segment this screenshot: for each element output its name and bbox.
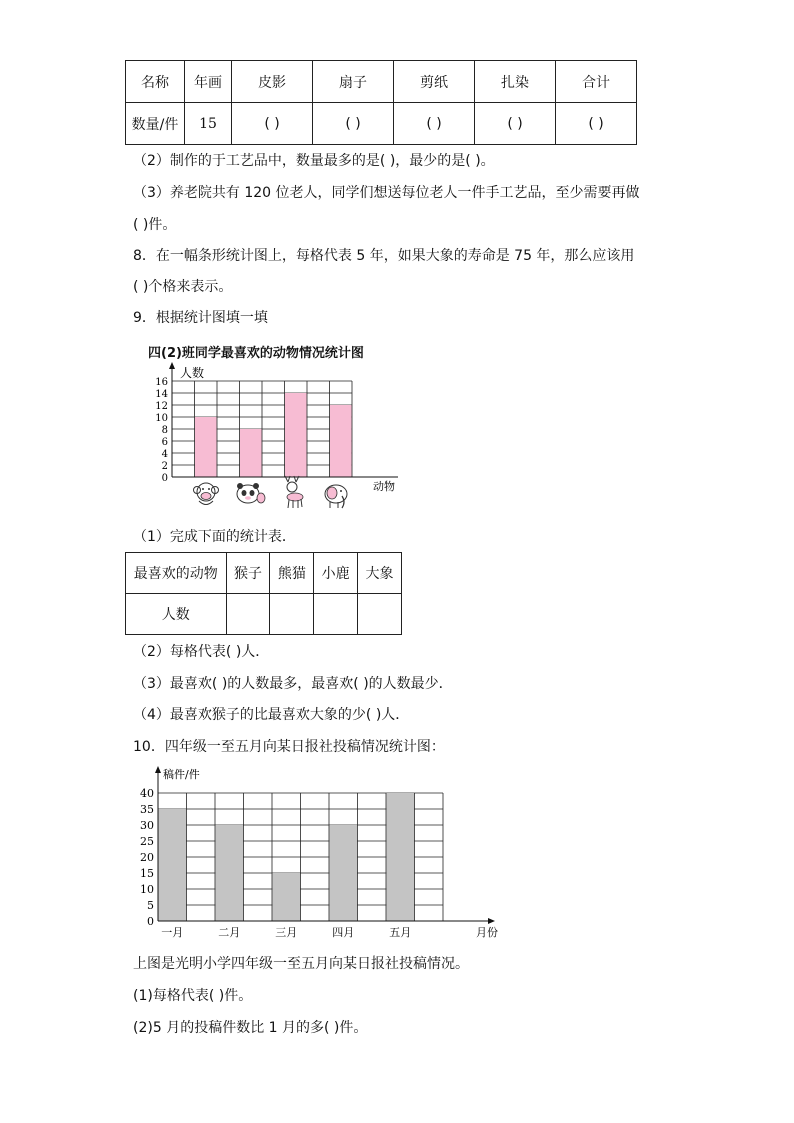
deer-icon <box>285 476 303 508</box>
cell-piying-blank[interactable]: ( ) <box>232 103 313 145</box>
monkey-icon <box>194 483 219 505</box>
y-tick-label: 30 <box>140 819 154 832</box>
header-name: 名称 <box>126 61 185 103</box>
q9-part1: （1）完成下面的统计表． <box>133 529 296 545</box>
q7-part3-line1: （3）养老院共有 120 位老人，同学们想送每位老人一件手工艺品，至少需要再做 <box>133 185 640 201</box>
cell-nianhua-value: 15 <box>185 103 232 145</box>
header-total: 合计 <box>556 61 637 103</box>
x-tick-label: 一月 <box>161 926 184 939</box>
crafts-table <box>125 60 637 145</box>
y-tick-label: 35 <box>140 803 154 816</box>
q10-part1: (1)每格代表( )件。 <box>133 988 253 1004</box>
y-tick-label: 16 <box>155 377 168 388</box>
animal-bar-chart <box>140 360 410 510</box>
bar-2-2 <box>273 873 301 921</box>
panda-icon <box>237 483 265 503</box>
cell-panda-blank[interactable] <box>270 594 314 635</box>
submissions-chart-ylabel: 稿件/件 <box>163 768 200 781</box>
cell-total-blank[interactable]: ( ) <box>556 103 637 145</box>
x-tick-label: 三月 <box>275 926 298 939</box>
q7-part2: （2）制作的于工艺品中，数量最多的是( )，最少的是( )。 <box>133 153 495 169</box>
animal-chart-title: 四(2)班同学最喜欢的动物情况统计图 <box>148 346 364 361</box>
animal-chart-xlabel: 动物 <box>373 480 395 493</box>
cell-shanzi-blank[interactable]: ( ) <box>313 103 394 145</box>
y-tick-label: 12 <box>155 401 168 412</box>
q8-line2: ( )个格来表示。 <box>133 279 233 295</box>
submissions-bar-chart <box>130 763 510 943</box>
y-tick-label: 0 <box>147 915 154 928</box>
bar-2-3 <box>330 825 358 921</box>
submissions-chart-xlabel: 月份 <box>476 926 498 939</box>
q9-part4: （4）最喜欢猴子的比最喜欢大象的少( )人． <box>133 707 410 723</box>
header-shanzi: 扇子 <box>313 61 394 103</box>
x-tick-label: 五月 <box>389 926 412 939</box>
y-tick-label: 8 <box>161 425 168 436</box>
y-tick-label: 10 <box>155 413 168 424</box>
q10-title: 10．四年级一至五月向某日报社投稿情况统计图： <box>133 739 445 755</box>
bar-2-0 <box>159 809 187 921</box>
cell-zharan-blank[interactable]: ( ) <box>475 103 556 145</box>
header-nianhua: 年画 <box>185 61 232 103</box>
cell-jianzhi-blank[interactable]: ( ) <box>394 103 475 145</box>
q10-part2: (2)5 月的投稿件数比 1 月的多( )件。 <box>133 1020 368 1036</box>
cell-monkey-blank[interactable] <box>226 594 270 635</box>
y-tick-label: 0 <box>161 473 168 484</box>
header-deer: 小鹿 <box>314 553 358 594</box>
y-tick-label: 25 <box>140 835 154 848</box>
header-panda: 熊猫 <box>270 553 314 594</box>
bar-1-2 <box>285 393 307 477</box>
bar-1-0 <box>195 417 217 477</box>
y-tick-label: 20 <box>140 851 154 864</box>
y-tick-label: 6 <box>161 437 168 448</box>
y-tick-label: 15 <box>140 867 154 880</box>
elephant-icon <box>325 485 347 508</box>
x-tick-label: 四月 <box>332 926 355 939</box>
q9-part2: （2）每格代表( )人． <box>133 644 270 660</box>
x-tick-label: 二月 <box>218 926 241 939</box>
row-label-people: 人数 <box>126 594 227 635</box>
q7-part3-line2: ( )件。 <box>133 217 177 233</box>
animal-chart-ylabel: 人数 <box>180 366 205 380</box>
header-favorite-animal: 最喜欢的动物 <box>126 553 227 594</box>
q8-line1: 8．在一幅条形统计图上，每格代表 5 年，如果大象的寿命是 75 年，那么应该用 <box>133 248 635 264</box>
header-elephant: 大象 <box>358 553 402 594</box>
header-jianzhi: 剪纸 <box>394 61 475 103</box>
bar-1-3 <box>330 405 352 477</box>
header-zharan: 扎染 <box>475 61 556 103</box>
header-monkey: 猴子 <box>226 553 270 594</box>
q9-part3: （3）最喜欢( )的人数最多，最喜欢( )的人数最少． <box>133 676 453 692</box>
y-tick-label: 5 <box>147 899 154 912</box>
cell-deer-blank[interactable] <box>314 594 358 635</box>
bar-2-1 <box>216 825 244 921</box>
y-tick-label: 4 <box>161 449 168 460</box>
q9-title: 9．根据统计图填一填 <box>133 310 268 326</box>
bar-2-4 <box>387 793 415 921</box>
header-piying: 皮影 <box>232 61 313 103</box>
y-tick-label: 14 <box>155 389 168 400</box>
bar-1-1 <box>240 429 262 477</box>
q10-description: 上图是光明小学四年级一至五月向某日报社投稿情况。 <box>133 956 469 972</box>
y-tick-label: 10 <box>140 883 154 896</box>
y-tick-label: 2 <box>161 461 168 472</box>
y-tick-label: 40 <box>140 787 154 800</box>
animal-stats-table <box>125 552 402 635</box>
row-label-quantity: 数量/件 <box>126 103 185 145</box>
cell-elephant-blank[interactable] <box>358 594 402 635</box>
